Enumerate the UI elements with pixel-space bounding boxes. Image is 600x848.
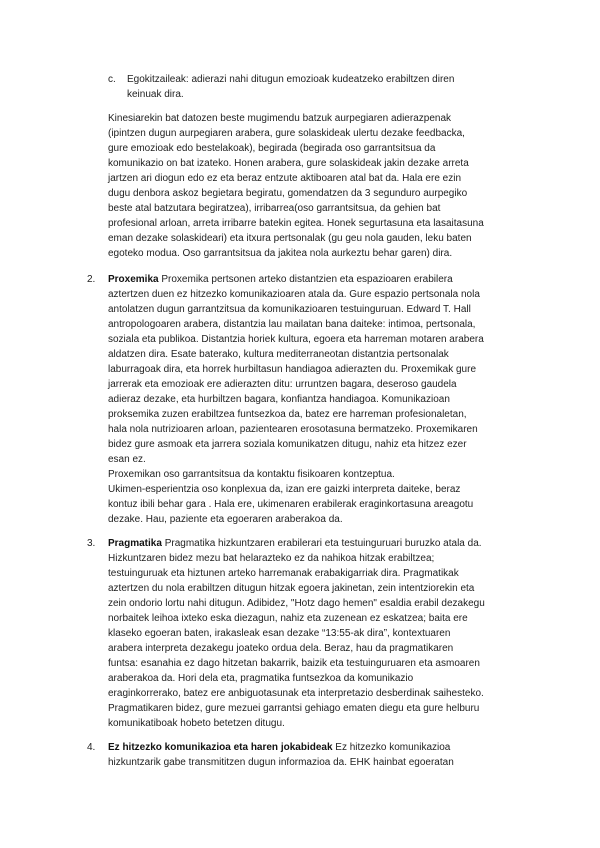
section-ez-hitzezko <box>87 740 512 770</box>
section-number: 2. <box>87 274 96 285</box>
section-title: Ez hitzezko komunikazioa eta haren jokabideak <box>108 742 333 753</box>
section-text: Proxemika Proxemika pertsonen arteko distantzien eta espazioaren erabilera aztertzen duen ez hitzezko komunikazioaren atala da. Gure espazio pertsonala nola antolatzen dugun garrantzitsua da komunikazioaren testuinguruan. Edward T. Hall antropologoaren arabera, distantzia lau mailatan bana daiteke: intimoa, pertsonala, soziala eta publikoa. Distantzia horiek kultura, egoera eta harreman motaren arabera aldatzen dira. Esate baterako, kultura mediterraneotan distantzia pertsonalak laburragoak dira, eta horrek hurbiltasun handiagoa adierazten du. Proxemikak gure jarrerak eta emozioak ere adierazten ditu: urruntzen bagara, deseroso gaudela adieraz dezake, eta hurbiltzen bagara, konfiantza handiagoa. Komunikazioan proksemika zuzen erabiltzea funtsezkoa da, batez ere harreman profesionaletan, hala nola nutrizioaren arloan, pazientearen erosotasuna bermatzeko. Proxemikaren bidez gure asmoak eta jarrera soziala komunikatzen ditugu, nahiz eta hitzez ezer esan ez. Proxemikan oso garrantsitsua da kontaktu fisikoaren kontzeptua. Ukimen-esperientzia oso konplexua da, izan ere gaizki interpreta daiteke, beraz kontuz ibili behar gara . Hala ere, ukimenaren erabilerak eraginkortasuna areagotu dezake. Hau, paziente eta egoeraren araberakoa da. <box>108 274 484 525</box>
section-pragmatika <box>87 536 512 731</box>
section-text: Ez hitzezko komunikazioa eta haren jokabideak Ez hitzezko komunikazioa hizkuntzarik gabe transmititzen dugun informazioa da. EHK hainbat egoeratan <box>108 742 454 768</box>
section-proxemika <box>87 272 512 527</box>
list-item-text: Egokitzaileak: adierazi nahi ditugun emozioak kudeatzeko erabiltzen diren keinuak dira. <box>127 74 455 100</box>
section-title: Pragmatika <box>108 538 162 549</box>
list-item-c <box>108 72 507 102</box>
section-text: Pragmatika Pragmatika hizkuntzaren erabilerari eta testuinguruari buruzko atala da. Hizkuntzaren bidez mezu bat helarazteko ez da nahikoa hitzak erabiltzea; testuinguruak eta hiztunen arteko harremanak erabakigarriak dira. Pragmatikak aztertzen du nola erabiltzen ditugun hitzak egoera jakinetan, zein intentziorekin eta zein ondorio lortu nahi ditugun. Adibidez, "Hotz dago hemen" esaldia erabil dezakegu norbaitek leihoa ixteko eska diezagun, nahiz eta zuzenean ez eskatzea; baita ere klaseko egoeran baten, irakasleak esan dezake “13:55-ak dira”, kontextuaren arabera interpreta dezakegu joateko ordua dela. Beraz, hau da pragmatikaren funtsa: esanahia ez dago hitzetan bakarrik, baizik eta testuinguruaren eta asmoaren araberakoa da. Hori dela eta, pragmatika funtsezkoa da komunikazio eraginkorrerako, batez ere anbiguotasunak eta interpretazio desberdinak saihesteko. Pragmatikaren bidez, gure mezuei garrantsi gehiago ematen diegu eta gure helburu komunikatiboak hobeto betetzen ditugu. <box>108 538 485 729</box>
section-title: Proxemika <box>108 274 159 285</box>
kinesia-paragraph: Kinesiarekin bat datozen beste mugimendu batzuk aurpegiaren adierazpenak (ipintzen dugun aurpegiaren arabera, gure solaskideak ulertu dezake feedbacka, gure emozioak edo bestelakoak), begirada (begirada oso garrantsitsua da komunikazio on bat izateko. Honen arabera, gure solaskideak jakin dezake arreta jartzen ari diogun edo ez eta beraz entzute aktiboaren atal bat da. Hala ere ezin dugu denbora askoz begietara begiratu, gomendatzen da 3 segunduro aurpegiko beste atal batzutara begiratzea), irribarrea(oso garrantsitsua, da gehien bat profesional arloan, arreta irribarre batekin egitea. Honek segurtasuna eta lasaitasuna eman dezake solaskideari) eta itxura pertsonalak (gu geu nola gauden, leku baten egoteko modua. Oso garrantsitsua da jakitea nola aurkeztu behar garen) dira. <box>108 113 484 259</box>
section-number: 4. <box>87 742 96 753</box>
list-marker: c. <box>108 74 116 85</box>
section-number: 3. <box>87 538 96 549</box>
